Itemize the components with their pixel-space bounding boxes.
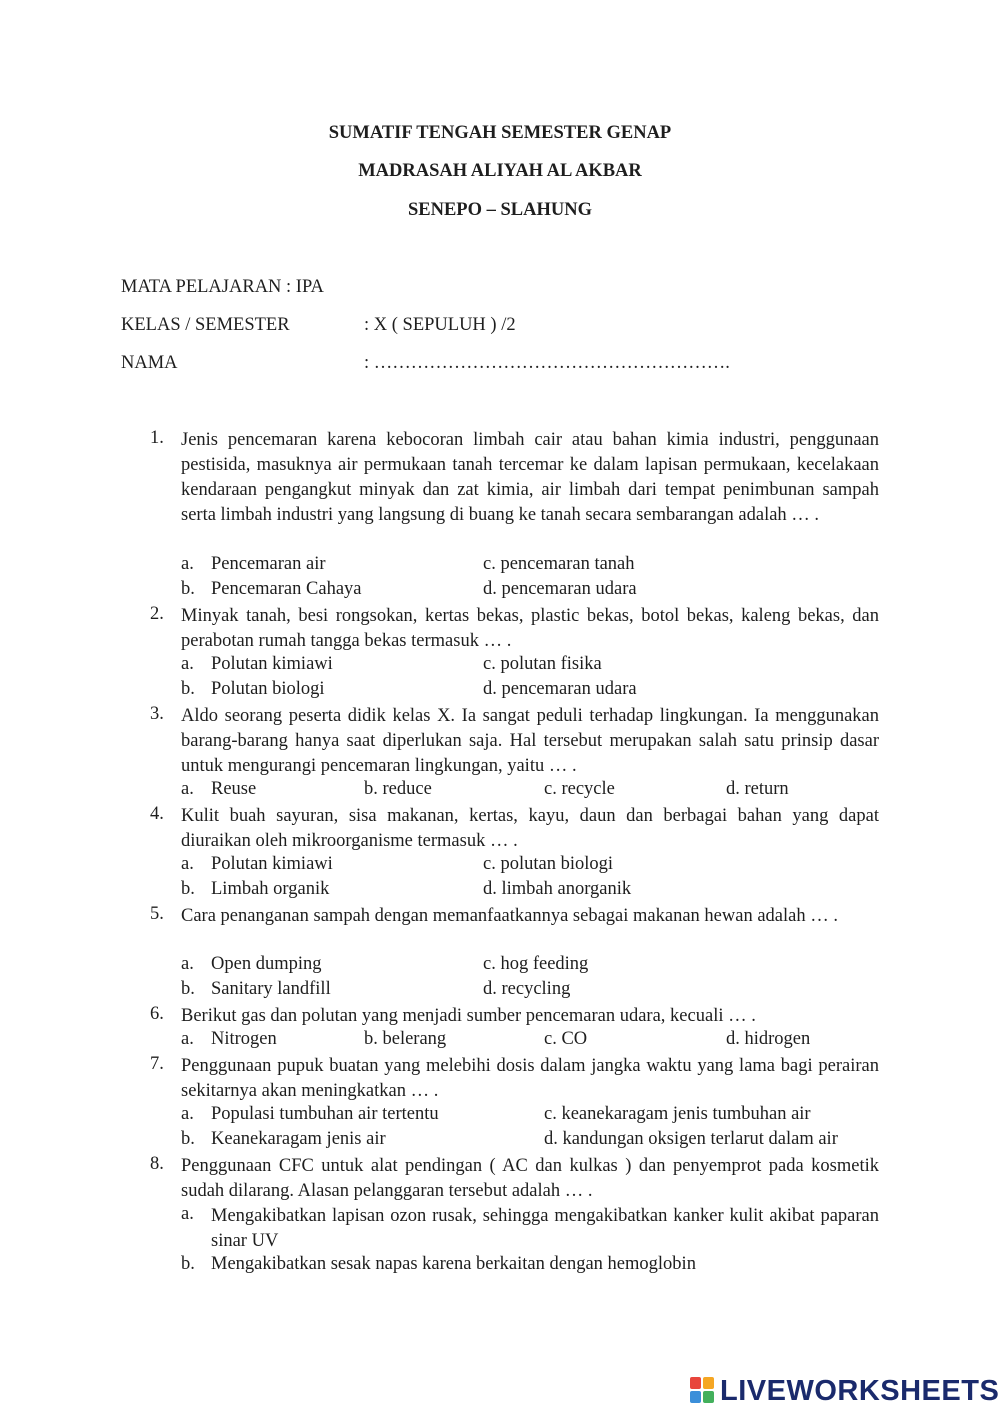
subject-label: MATA PELAJARAN : IPA <box>121 277 324 297</box>
class-label: KELAS / SEMESTER <box>121 315 290 335</box>
option-letter: b. <box>181 679 195 699</box>
option-b: b. reduce <box>364 779 432 799</box>
option-letter: b. <box>181 879 195 899</box>
option-b: Mengakibatkan sesak napas karena berkaitan dengan hemoglobin <box>211 1254 696 1274</box>
option-letter: b. <box>181 579 195 599</box>
option-b: Polutan biologi <box>211 679 325 699</box>
class-value: : X ( SEPULUH ) /2 <box>364 315 516 335</box>
option-letter: b. <box>181 1129 195 1149</box>
question-text: Jenis pencemaran karena kebocoran limbah cair atau bahan kimia industri, penggunaan pestisida, masuknya air permukaan tanah tercemar ke dalam lapisan permukaan, kecelakaan kendaraan pengangkut minyak dan zat kimia, air limbah dari tempat penimbunan sampah serta limbah industri yang langsung di buang ke tanah secara sembarangan adalah … . <box>181 430 879 525</box>
logo-square-icon <box>703 1391 714 1403</box>
question-text: Minyak tanah, besi rongsokan, kertas bekas, plastic bekas, botol bekas, kaleng bekas, dan perabotan rumah tangga bekas termasuk … . <box>181 606 879 651</box>
option-a: Open dumping <box>211 954 322 974</box>
header-line-2: MADRASAH ALIYAH AL AKBAR <box>358 161 642 181</box>
question-number: 5. <box>150 904 164 924</box>
option-b: Pencemaran Cahaya <box>211 579 362 599</box>
option-letter: b. <box>181 979 195 999</box>
question-number: 3. <box>150 704 164 724</box>
option-d: d. hidrogen <box>726 1029 811 1049</box>
option-c: c. keanekaragam jenis tumbuhan air <box>544 1104 811 1124</box>
option-a: Populasi tumbuhan air tertentu <box>211 1104 439 1124</box>
logo-text: LIVEWORKSHEETS <box>720 1374 1000 1407</box>
option-d: d. recycling <box>483 979 571 999</box>
question-text: Aldo seorang peserta didik kelas X. Ia sangat peduli terhadap lingkungan. Ia menggunakan barang-barang hanya saat diperlukan saja. Hal tersebut merupakan salah satu prinsip dasar untuk mengurangi pencemaran lingkungan, yaitu … . <box>181 706 879 776</box>
option-a: Nitrogen <box>211 1029 277 1049</box>
question-number: 4. <box>150 804 164 824</box>
question-text: Penggunaan CFC untuk alat pendingan ( AC dan kulkas ) dan penyemprot pada kosmetik sudah dilarang. Alasan pelanggaran tersebut adalah … . <box>181 1156 879 1201</box>
option-letter: a. <box>181 654 194 674</box>
option-letter: a. <box>181 954 194 974</box>
question-number: 1. <box>150 428 164 448</box>
question-number: 8. <box>150 1154 164 1174</box>
question-number: 7. <box>150 1054 164 1074</box>
option-letter: b. <box>181 1254 195 1274</box>
option-b: Keanekaragam jenis air <box>211 1129 386 1149</box>
option-c: c. CO <box>544 1029 588 1049</box>
option-a: Mengakibatkan lapisan ozon rusak, sehingga mengakibatkan kanker kulit akibat paparan sinar UV <box>211 1206 879 1251</box>
option-a: Polutan kimiawi <box>211 854 333 874</box>
option-b: Limbah organik <box>211 879 330 899</box>
option-d: d. kandungan oksigen terlarut dalam air <box>544 1129 838 1149</box>
logo-square-icon <box>690 1391 701 1403</box>
option-d: d. pencemaran udara <box>483 579 637 599</box>
option-b: b. belerang <box>364 1029 447 1049</box>
option-d: d. return <box>726 779 789 799</box>
logo-square-icon <box>703 1377 714 1389</box>
question-text: Penggunaan pupuk buatan yang melebihi dosis dalam jangka waktu yang lama bagi perairan sekitarnya akan meningkatkan … . <box>181 1056 879 1101</box>
option-c: c. polutan biologi <box>483 854 613 874</box>
option-a: Pencemaran air <box>211 554 326 574</box>
option-letter: a. <box>181 1104 194 1124</box>
question-number: 6. <box>150 1004 164 1024</box>
option-letter: a. <box>181 554 194 574</box>
option-letter: a. <box>181 854 194 874</box>
option-letter: a. <box>181 779 194 799</box>
logo-grid-icon <box>690 1377 716 1405</box>
question-number: 2. <box>150 604 164 624</box>
option-letter: a. <box>181 1204 194 1224</box>
question-text: Berikut gas dan polutan yang menjadi sumber pencemaran udara, kecuali … . <box>181 1006 756 1026</box>
option-c: c. polutan fisika <box>483 654 602 674</box>
name-value: : …………………………………………………. <box>364 353 730 373</box>
question-text: Kulit buah sayuran, sisa makanan, kertas, kayu, daun dan berbagai bahan yang dapat diuraikan oleh mikroorganisme termasuk … . <box>181 806 879 851</box>
liveworksheets-logo[interactable] <box>690 1374 999 1408</box>
option-d: d. pencemaran udara <box>483 679 637 699</box>
logo-square-icon <box>690 1377 701 1389</box>
header-line-1: SUMATIF TENGAH SEMESTER GENAP <box>328 123 672 143</box>
header-line-3: SENEPO – SLAHUNG <box>407 200 592 220</box>
option-a: Reuse <box>211 779 257 799</box>
name-label: NAMA <box>121 353 178 373</box>
question-text: Cara penanganan sampah dengan memanfaatkannya sebagai makanan hewan adalah … . <box>181 906 838 926</box>
option-a: Polutan kimiawi <box>211 654 333 674</box>
option-c: c. recycle <box>544 779 615 799</box>
option-b: Sanitary landfill <box>211 979 331 999</box>
option-c: c. hog feeding <box>483 954 589 974</box>
option-c: c. pencemaran tanah <box>483 554 635 574</box>
option-d: d. limbah anorganik <box>483 879 632 899</box>
option-letter: a. <box>181 1029 194 1049</box>
